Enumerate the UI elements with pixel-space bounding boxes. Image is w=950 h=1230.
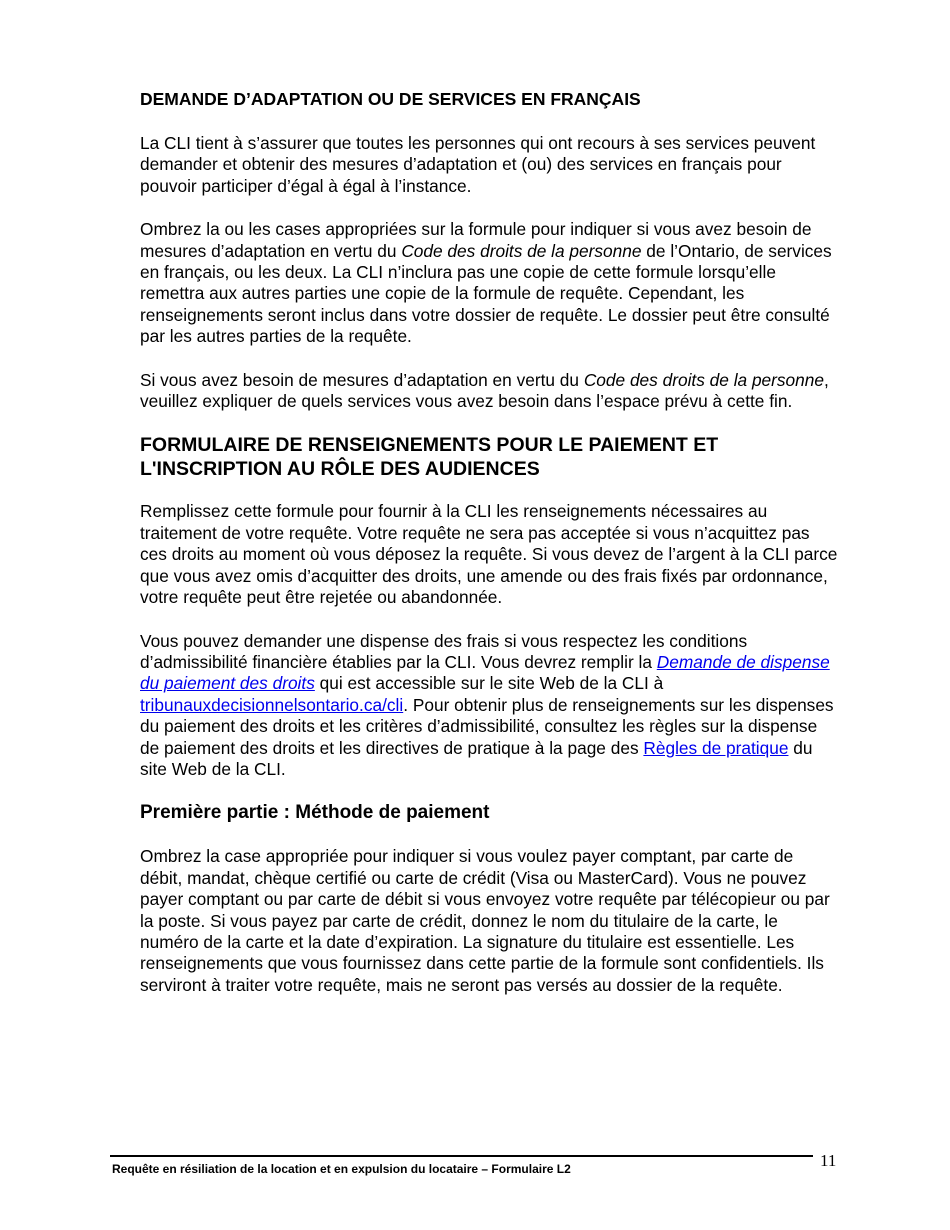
italic-code-title: Code des droits de la personne [401, 240, 642, 261]
footer-divider [110, 1155, 813, 1157]
italic-code-title: Code des droits de la personne [583, 369, 825, 390]
paragraph: Ombrez la case appropriée pour indiquer si vous voulez payer comptant, par carte de débit, mandat, chèque certifié ou carte de crédit (Visa ou MasterCard). Vous ne pouvez payer comptant ou par carte de débit si vous envoyez votre requête par télécopieur ou par la poste. Si vous payez par carte de crédit, donnez le nom du titulaire de la carte, le numéro de la carte et la date d’expiration. La signature du titulaire est essentielle. Les renseignements que vous fournissez dans cette partie de la formule sont confidentiels. Ils serviront à traiter votre requête, mais ne seront pas versés au dossier de la requête. [140, 846, 830, 995]
section-heading-payment-method: Première partie : Méthode de paiement [140, 802, 490, 824]
paragraph: Vous pouvez demander une dispense des frais si vous respectez les conditions d’admissibilité financière établies par la CLI. Vous devrez remplir la Demande de dispense du paiement des droits qui est accessible sur le site Web de la CLI à tribunauxdecisionnelsontario.ca/cli. Pour obtenir plus de renseignements sur les dispenses du paiement des droits et les critères d’admissibilité, consultez les règles sur la dispense de paiement des droits et les directives de pratique à la page des Règles de pratique du site Web de la CLI. [140, 630, 834, 779]
rules-of-practice-link[interactable]: Règles de pratique [643, 737, 789, 758]
footer-form-title: Requête en résiliation de la location et en expulsion du locataire – Formulaire L2 [112, 1162, 571, 1176]
section-heading-payment-form: FORMULAIRE DE RENSEIGNEMENTS POUR LE PAIEMENT ET L'INSCRIPTION AU RÔLE DES AUDIENCES [140, 434, 719, 481]
paragraph: Si vous avez besoin de mesures d’adaptation en vertu du Code des droits de la personne, veuillez expliquer de quels services vous avez besoin dans l’espace prévu à cette fin. [140, 369, 829, 412]
paragraph: Ombrez la ou les cases appropriées sur la formule pour indiquer si vous avez besoin de mesures d’adaptation en vertu du Code des droits de la personne de l’Ontario, de services en français, ou les deux. La CLI n’inclura pas une copie de cette formule lorsqu’elle remettra aux autres parties une copie de la formule de requête. Cependant, les renseignements seront inclus dans votre dossier de requête. Le dossier peut être consulté par les autres parties de la requête. [140, 219, 832, 347]
fee-waiver-request-link[interactable]: Demande de dispense du paiement des droits [140, 651, 830, 694]
tribunal-website-link[interactable]: tribunauxdecisionnelsontario.ca/cli [140, 694, 404, 715]
paragraph: Remplissez cette formule pour fournir à la CLI les renseignements nécessaires au traitement de votre requête. Votre requête ne sera pas acceptée si vous n’acquittez pas ces droits au moment où vous déposez la requête. Si vous devez de l’argent à la CLI parce que vous avez omis d’acquitter des droits, une amende ou des frais fixés par ordonnance, votre requête peut être rejetée ou abandonnée. [140, 501, 838, 608]
section-heading-accommodation: DEMANDE D’ADAPTATION OU DE SERVICES EN FRANÇAIS [140, 89, 641, 109]
page-number: 11 [820, 1151, 837, 1170]
paragraph: La CLI tient à s’assurer que toutes les personnes qui ont recours à ses services peuvent demander et obtenir des mesures d’adaptation et (ou) des services en français pour pouvoir participer d’égal à égal à l’instance. [140, 133, 816, 196]
page-content [140, 88, 840, 996]
